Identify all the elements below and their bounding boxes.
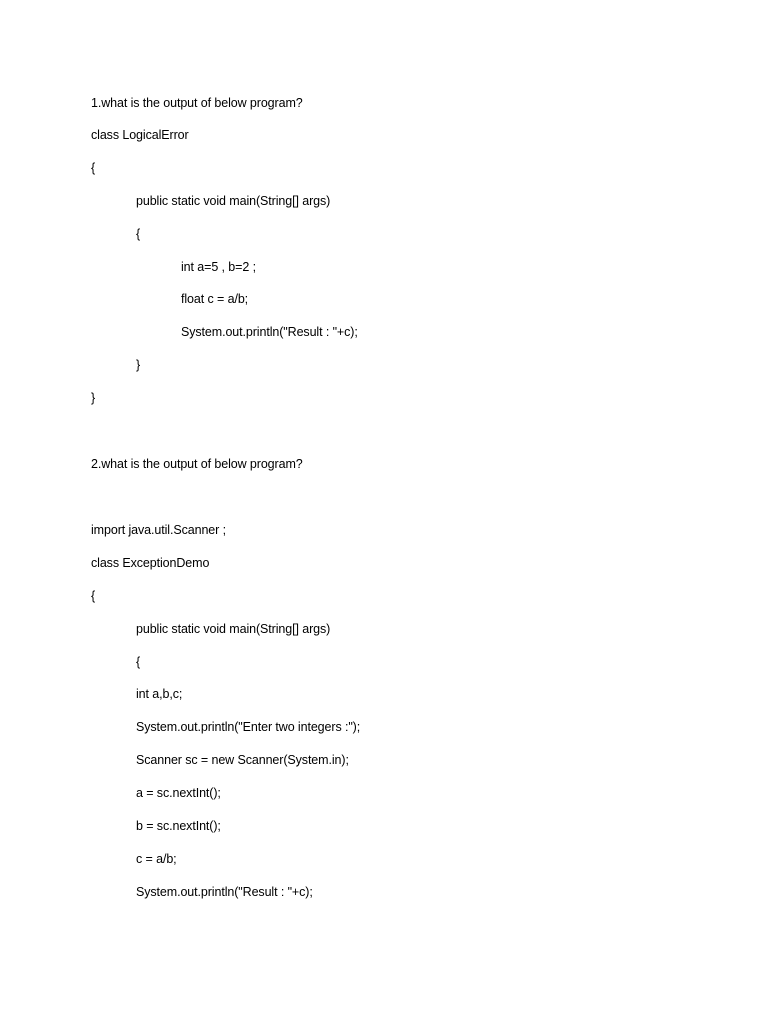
code-line: System.out.println("Result : "+c); <box>181 325 358 339</box>
code-line: { <box>136 655 141 669</box>
code-line: import java.util.Scanner ; <box>91 523 226 537</box>
code-line: { <box>136 227 141 241</box>
code-line: public static void main(String[] args) <box>136 622 331 636</box>
code-line: } <box>136 358 141 372</box>
code-line: c = a/b; <box>136 852 177 866</box>
code-line: { <box>91 589 96 603</box>
code-line: a = sc.nextInt(); <box>136 786 221 800</box>
code-line: class LogicalError <box>91 128 189 142</box>
code-line: System.out.println("Enter two integers :"); <box>136 720 361 734</box>
code-line: int a,b,c; <box>136 687 183 701</box>
code-line: System.out.println("Result : "+c); <box>136 885 313 899</box>
code-line: { <box>91 161 96 175</box>
code-line: int a=5 , b=2 ; <box>181 260 256 274</box>
question-2-heading: 2.what is the output of below program? <box>91 457 303 471</box>
question-1-heading: 1.what is the output of below program? <box>91 96 303 110</box>
code-line: Scanner sc = new Scanner(System.in); <box>136 753 349 767</box>
code-line: b = sc.nextInt(); <box>136 819 221 833</box>
code-line: class ExceptionDemo <box>91 556 210 570</box>
code-line: public static void main(String[] args) <box>136 194 331 208</box>
code-line: float c = a/b; <box>181 292 249 306</box>
code-line: } <box>91 391 96 405</box>
